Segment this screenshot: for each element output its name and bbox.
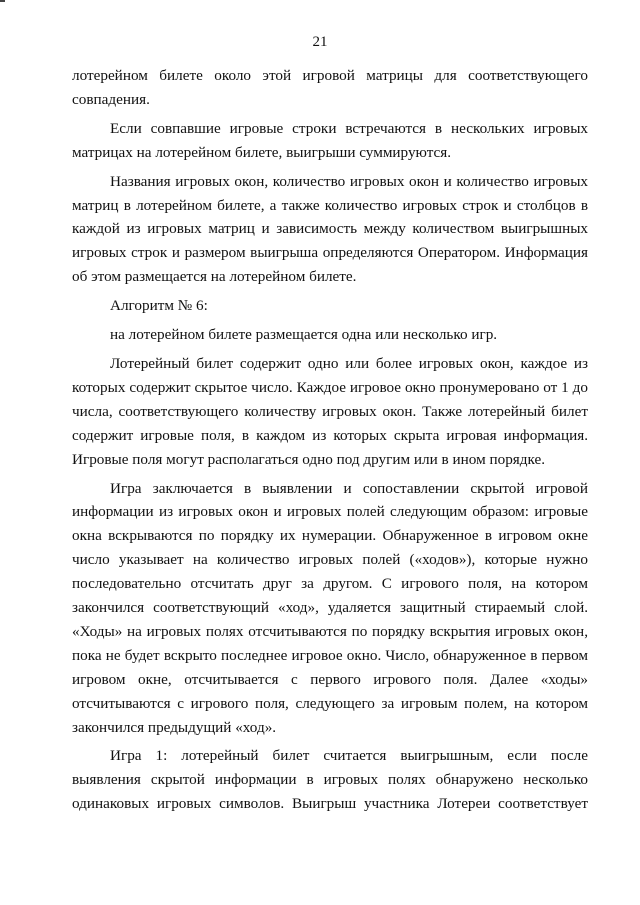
paragraph-continuation: лотерейном билете около этой игровой матрицы для соответствующего совпадения. — [72, 67, 588, 108]
paragraph-game-rules: Игра заключается в выявлении и сопоставлении скрытой игровой информации из игровых окон и игровых полей следующим образом: игровые окна вскрываются по порядку их нумерации. Обнаруженное в игровом окне число указывает на количество игровых полей («ходов»), которые нужно последовательно отсчитать друг за другом. С игрового поля, на котором закончился соответствующий «ход», удаляется защитный стираемый слой. «Ходы» на игровых полях отсчитываются по порядку вскрытия игровых окон, пока не будет вскрыто последнее игровое окно. Число, обнаруженное в первом игровом окне, отсчитывается с первого игрового поля. Далее «ходы» отсчитываются с игрового поля, следующего за игровым полем, на котором закончился предыдущий «ход». — [72, 479, 588, 736]
document-body — [72, 64, 588, 821]
paragraph-operator-settings: Названия игровых окон, количество игровых окон и количество игровых матриц в лотерейном билете, а также количество игровых строк и столбцов в каждой из игровых матриц и зависимость между количеством выигрышных игровых строк и размером выигрыша определяются Оператором. Информация об этом размещается на лотерейном билете. — [72, 172, 588, 286]
paragraph-algorithm-intro: на лотерейном билете размещается одна или несколько игр. — [110, 326, 498, 344]
paragraph-algorithm-heading: Алгоритм № 6: — [110, 297, 208, 315]
page-number: 21 — [312, 34, 328, 50]
paragraph-game-1: Игра 1: лотерейный билет считается выигрышным, если после выявления скрытой информации в игровых полях обнаружено несколько одинаковых игровых символов. Выигрыш участника Лотереи соответствует — [72, 747, 588, 813]
paragraph-winnings-summed: Если совпавшие игровые строки встречаются в нескольких игровых матрицах на лотерейном билете, выигрыши суммируются. — [72, 119, 588, 161]
paragraph-ticket-windows: Лотерейный билет содержит одно или более игровых окон, каждое из которых содержит скрытое число. Каждое игровое окно пронумеровано от 1 до числа, соответствующего количеству игровых окон. Также лотерейный билет содержит игровые поля, в каждом из которых скрыта игровая информация. Игровые поля могут располагаться одно под другим или в ином порядке. — [72, 354, 588, 468]
scan-edge-mark — [0, 0, 5, 2]
